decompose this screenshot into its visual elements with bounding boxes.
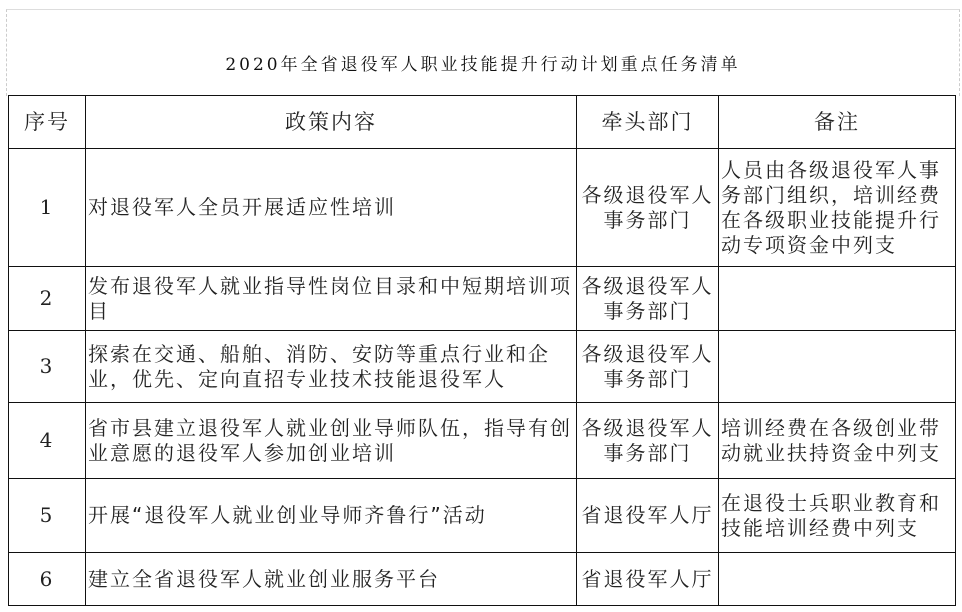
cell-policy: 对退役军人全员开展适应性培训 — [86, 149, 577, 267]
cell-note — [719, 267, 956, 331]
cell-note: 在退役士兵职业教育和技能培训经费中列支 — [719, 479, 956, 553]
cell-department: 各级退役军人事务部门 — [577, 149, 719, 267]
cell-number: 1 — [9, 149, 86, 267]
cell-number: 3 — [9, 331, 86, 403]
table-row — [9, 267, 956, 331]
cell-number: 5 — [9, 479, 86, 553]
header-row — [9, 96, 956, 149]
cell-department: 省退役军人厅 — [577, 479, 719, 553]
header-department: 牵头部门 — [577, 96, 719, 149]
title-area — [6, 9, 960, 96]
table-row — [9, 331, 956, 403]
cell-policy: 建立全省退役军人就业创业服务平台 — [86, 553, 577, 606]
header-number: 序号 — [9, 96, 86, 149]
cell-policy: 探索在交通、船舶、消防、安防等重点行业和企业，优先、定向直招专业技术技能退役军人 — [86, 331, 577, 403]
table-row — [9, 149, 956, 267]
cell-note — [719, 331, 956, 403]
task-table — [8, 95, 956, 606]
header-policy: 政策内容 — [86, 96, 577, 149]
table-row — [9, 479, 956, 553]
cell-note: 人员由各级退役军人事务部门组织，培训经费在各级职业技能提升行动专项资金中列支 — [719, 149, 956, 267]
table-row — [9, 553, 956, 606]
cell-department: 各级退役军人事务部门 — [577, 267, 719, 331]
cell-number: 4 — [9, 403, 86, 479]
header-note: 备注 — [719, 96, 956, 149]
cell-department: 省退役军人厅 — [577, 553, 719, 606]
cell-note: 培训经费在各级创业带动就业扶持资金中列支 — [719, 403, 956, 479]
cell-department: 各级退役军人事务部门 — [577, 403, 719, 479]
cell-number: 2 — [9, 267, 86, 331]
cell-number: 6 — [9, 553, 86, 606]
cell-policy: 发布退役军人就业指导性岗位目录和中短期培训项目 — [86, 267, 577, 331]
document-title: 2020年全省退役军人职业技能提升行动计划重点任务清单 — [225, 55, 741, 75]
table-row — [9, 403, 956, 479]
cell-policy: 省市县建立退役军人就业创业导师队伍，指导有创业意愿的退役军人参加创业培训 — [86, 403, 577, 479]
cell-department: 各级退役军人事务部门 — [577, 331, 719, 403]
cell-note — [719, 553, 956, 606]
cell-policy: 开展“退役军人就业创业导师齐鲁行”活动 — [86, 479, 577, 553]
